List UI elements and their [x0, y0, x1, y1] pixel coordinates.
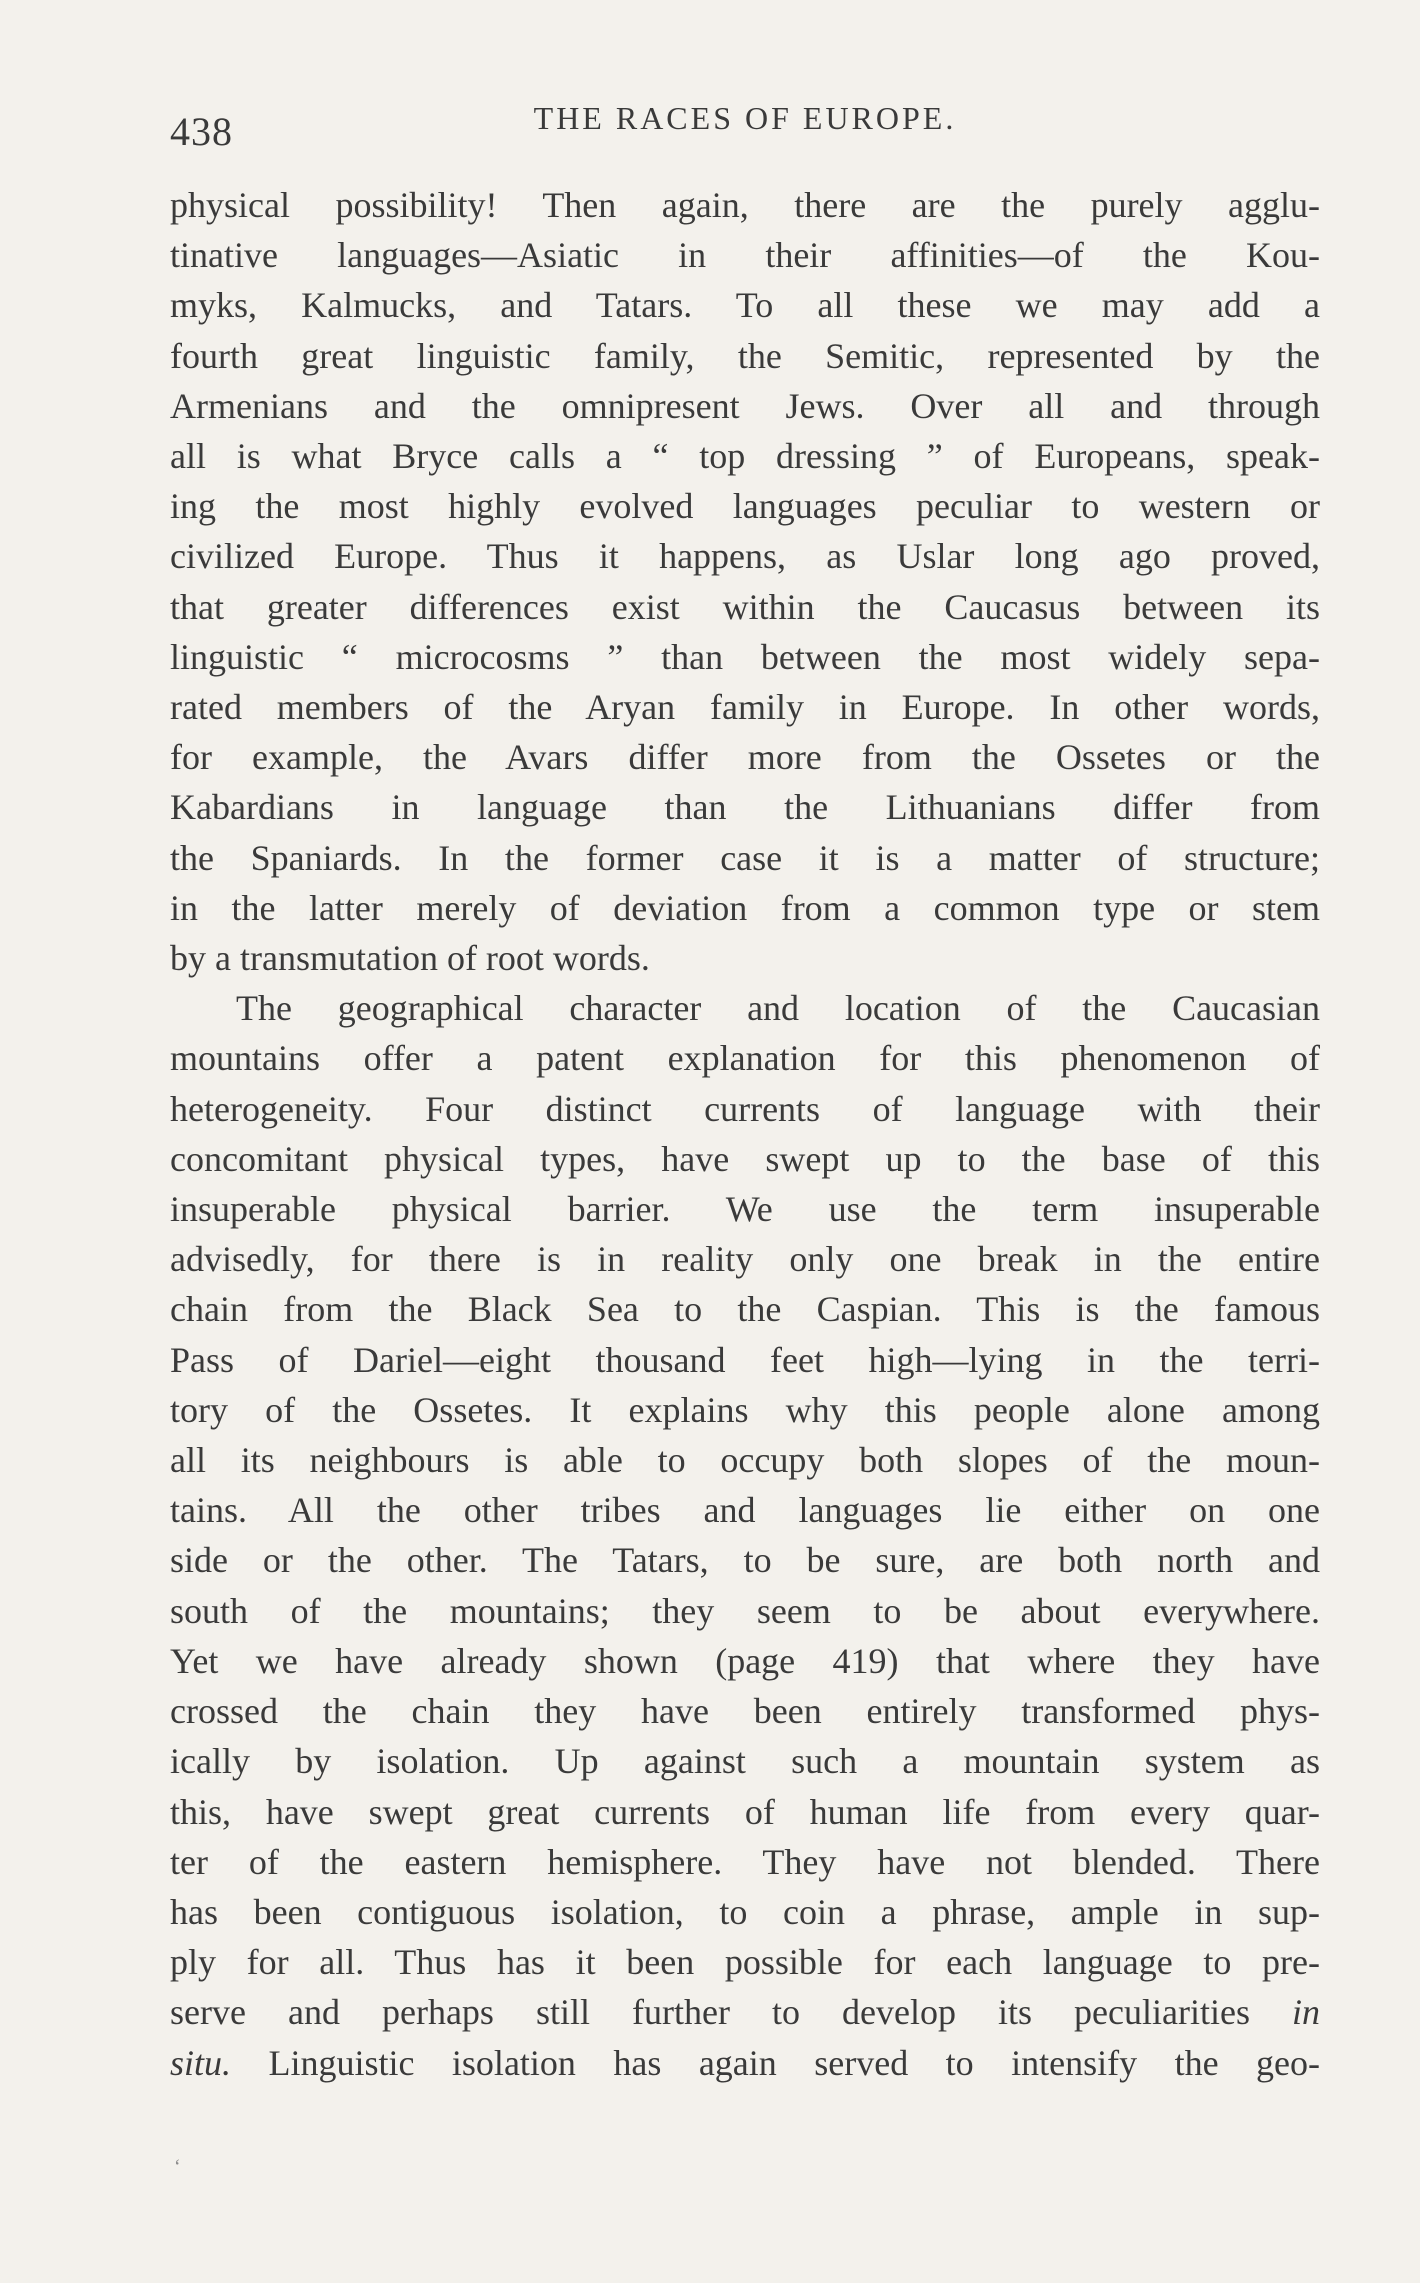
- text-line: ter of the eastern hemisphere. They have not blended. There: [170, 1841, 1320, 1882]
- text-line: the Spaniards. In the former case it is a matter of structure;: [170, 837, 1320, 878]
- running-head: THE RACES OF EUROPE.: [533, 100, 957, 136]
- text-line: by a transmutation of root words.: [170, 938, 650, 979]
- page-number: 438: [170, 109, 233, 154]
- text-line: linguistic “ microcosms ” than between the most widely sepa-: [170, 636, 1320, 677]
- text-line: advisedly, for there is in reality only one break in the entire: [170, 1239, 1320, 1280]
- italic-word: in: [1292, 1992, 1321, 2033]
- text-line-with-italic: [170, 1987, 1320, 2037]
- text-line: chain from the Black Sea to the Caspian. This is the famous: [170, 1289, 1320, 1330]
- text-line: south of the mountains; they seem to be about everywhere.: [170, 1590, 1320, 1631]
- text-line-rest: Linguistic isolation has again served to intensify the geo-: [231, 2042, 1320, 2083]
- text-line: Kabardians in language than the Lithuanians differ from: [170, 787, 1320, 828]
- text-line: myks, Kalmucks, and Tatars. To all these we may add a: [170, 285, 1320, 326]
- text-line-main: serve and perhaps still further to develop its peculiarities: [170, 1992, 1250, 2033]
- text-line: tains. All the other tribes and languages lie either on one: [170, 1490, 1320, 1531]
- text-line: this, have swept great currents of human life from every quar-: [170, 1791, 1320, 1832]
- text-line: fourth great linguistic family, the Semitic, represented by the: [170, 335, 1320, 376]
- text-line: side or the other. The Tatars, to be sure, are both north and: [170, 1540, 1320, 1581]
- text-line: The geographical character and location of the Caucasian: [236, 988, 1320, 1029]
- text-line: all is what Bryce calls a “ top dressing ” of Europeans, speak-: [170, 436, 1320, 477]
- text-line: heterogeneity. Four distinct currents of language with their: [170, 1088, 1320, 1129]
- text-line: concomitant physical types, have swept up to the base of this: [170, 1138, 1320, 1179]
- text-line: Pass of Dariel—eight thousand feet high—lying in the terri-: [170, 1339, 1320, 1380]
- text-line: ically by isolation. Up against such a mountain system as: [170, 1741, 1320, 1782]
- stray-print-mark: ʻ: [174, 2156, 181, 2178]
- text-line: insuperable physical barrier. We use the term insuperable: [170, 1189, 1320, 1230]
- text-line: for example, the Avars differ more from the Ossetes or the: [170, 737, 1320, 778]
- text-line: crossed the chain they have been entirely transformed phys-: [170, 1691, 1320, 1732]
- text-line: in the latter merely of deviation from a common type or stem: [170, 887, 1320, 928]
- text-line: ing the most highly evolved languages peculiar to western or: [170, 486, 1320, 527]
- text-line: all its neighbours is able to occupy both slopes of the moun-: [170, 1440, 1320, 1481]
- text-line: physical possibility! Then again, there are the purely agglu-: [170, 185, 1320, 225]
- final-text-line: [170, 2038, 1320, 2088]
- text-line: has been contiguous isolation, to coin a phrase, ample in sup-: [170, 1891, 1320, 1932]
- text-line: rated members of the Aryan family in Europe. In other words,: [170, 687, 1320, 728]
- text-line: Armenians and the omnipresent Jews. Over all and through: [170, 385, 1320, 426]
- text-line: mountains offer a patent explanation for this phenomenon of: [170, 1038, 1320, 1079]
- text-line: tinative languages—Asiatic in their affinities—of the Kou-: [170, 235, 1320, 276]
- text-line: that greater differences exist within the Caucasus between its: [170, 586, 1320, 627]
- italic-word: situ.: [170, 2042, 232, 2083]
- body-text: [170, 180, 1320, 2088]
- text-line: Yet we have already shown (page 419) that where they have: [170, 1640, 1320, 1681]
- text-line: tory of the Ossetes. It explains why this people alone among: [170, 1389, 1320, 1430]
- text-line: civilized Europe. Thus it happens, as Uslar long ago proved,: [170, 536, 1320, 577]
- text-line: ply for all. Thus has it been possible for each language to pre-: [170, 1942, 1320, 1983]
